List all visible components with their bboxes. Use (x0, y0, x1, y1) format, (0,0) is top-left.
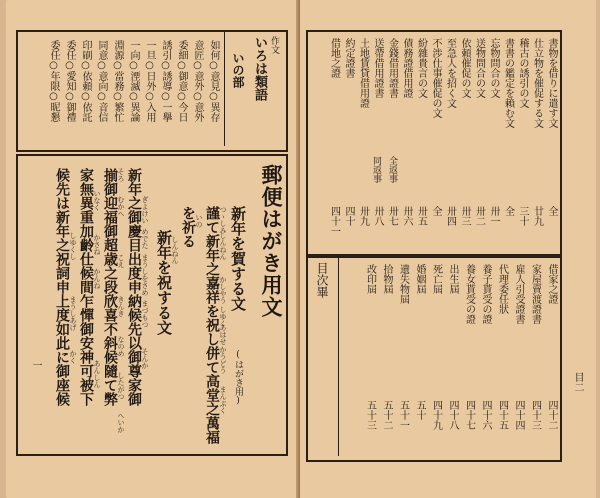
toc-entry-title: 借家之證 (546, 264, 557, 304)
furigana: まうしあげ (69, 296, 77, 331)
toc-entry-page: 卅九 (357, 206, 369, 226)
header-divider (224, 32, 225, 146)
furigana: むかへ (117, 196, 125, 217)
toc-entry-page: 四十八 (447, 400, 458, 430)
toc-end-label: 目次畢 (315, 262, 329, 298)
toc-entry-title: 忘物問合の文 (488, 38, 499, 98)
toc-entry-title: 拾物屆 (381, 264, 392, 294)
toc-entry-title: 婚姻屆 (414, 264, 425, 294)
toc-entry-title: 紛雜貴言の文 (415, 38, 427, 98)
toc-entry-page: 全 (546, 206, 557, 216)
section-title: いの部 (231, 52, 245, 88)
furigana: かうどう (219, 346, 227, 374)
furigana: こえ (117, 254, 125, 268)
toc-entry-page: 卅二 (473, 206, 485, 226)
toc-entry-title: 雇人引受證書 (513, 264, 524, 324)
furigana: そんか (141, 348, 149, 369)
letter-subtitle2: 新年を祝する文 (155, 230, 173, 335)
letter-body2-col4: 候先は新年之祝詞申上度如此に御座候 (54, 168, 70, 406)
iroha-row: 誘引○誘導○一擧 (160, 40, 171, 122)
iroha-row: 委任○年限○昵懇 (48, 40, 59, 122)
toc-entry-page: 四十五 (496, 400, 508, 430)
iroha-row: 意匠○意外○意外 (192, 40, 203, 122)
furigana: かんね (93, 268, 101, 289)
furigana: あはせ (219, 324, 227, 345)
header-label: 作文 (269, 36, 279, 54)
iroha-row: 一旦○日外○入用 (144, 40, 155, 122)
toc-note: 全返事 (387, 156, 397, 183)
furigana: かく (69, 350, 77, 364)
iroha-row: 印刷○依頼○依託 (80, 40, 91, 122)
toc-entry-page: 卅七 (386, 206, 398, 226)
toc-entry-page: 卅三 (459, 206, 470, 226)
toc-entry-page: 四十四 (513, 400, 524, 430)
toc-entry-title: 依頼催促の文 (459, 38, 470, 98)
right-page (300, 0, 596, 498)
header-title: いろは類語 (252, 36, 267, 101)
toc-entry-title: 至急人を招く文 (444, 38, 456, 108)
furigana: したがつ (117, 372, 125, 400)
iroha-row: 如何○意見○異存 (208, 40, 219, 122)
toc-note: 同返事 (371, 156, 381, 183)
toc-entry-title: 送物問合の文 (473, 38, 485, 98)
toc-entry-title: 借地之證 (328, 38, 340, 78)
toc-entry-title: 代理委任狀 (496, 264, 508, 314)
toc-entry-page: 四十九 (430, 400, 442, 430)
toc-entry-title: 約定證書 (343, 38, 354, 78)
furigana: いの (195, 214, 203, 228)
toc-entry-title: 書物を借りに遣す文 (546, 38, 557, 128)
toc-entry-title: 出生屆 (447, 264, 458, 294)
toc-entry-title: 養女貰受の證 (463, 264, 475, 324)
toc-entry-title: 改印屆 (364, 264, 376, 294)
toc-entry-title: 金錢借用證書 (386, 38, 398, 98)
page-number: 目二 (572, 372, 583, 392)
letter-subtitle-note: (はがき用) (233, 350, 243, 406)
furigana: しゆく (219, 306, 227, 327)
furigana: そろ (117, 168, 125, 182)
letter-body2-col2: 揃御迎福御超歳之段欣喜不斜候隨て弊 (102, 168, 118, 406)
letter-title: 郵便はがき用文 (259, 164, 284, 318)
toc-entry-page: 五十 (414, 400, 425, 420)
toc-entry-page: 四十 (343, 206, 354, 226)
furigana: しゆくし (69, 232, 77, 260)
furigana: なのめ (117, 336, 125, 357)
toc-entry-page: 卅八 (372, 206, 383, 226)
toc-entry-page: 卅四 (444, 206, 456, 226)
toc-entry-page: 四十二 (546, 400, 557, 430)
toc-entry-page: 卅五 (415, 206, 427, 226)
letter-body1-col2: を祈る (180, 206, 196, 248)
furigana: へいか (117, 412, 125, 433)
toc-entry-page: 卅六 (401, 206, 412, 226)
toc-entry-page: 四十六 (480, 400, 491, 430)
letter-subtitle: 新年を賀する文 (229, 206, 247, 311)
letter-body2-col1: 新年之御慶目出度申納候先以御尊家御 (126, 168, 142, 406)
furigana: まうしをさめ (141, 254, 149, 296)
toc-entry-title: 送帶借用證書 (372, 38, 383, 98)
furigana: いなく (93, 190, 101, 211)
furigana: しんねん (171, 236, 179, 264)
toc-entry-title: 遺失物屆 (397, 264, 409, 304)
toc-entry-page: 廿九 (531, 206, 543, 226)
toc-entry-page: 全 (502, 206, 514, 216)
furigana: きんき (117, 296, 125, 317)
furigana: まんぷく (219, 386, 227, 414)
toc-entry-title: 家屋賣渡證書 (529, 264, 541, 324)
iroha-row: 一向○湮滅○異論 (128, 40, 139, 122)
iroha-row: 淵源○當務○繁忙 (112, 40, 123, 122)
toc-entry-title: 不渉仕事催促の文 (430, 38, 441, 118)
iroha-row: 同意○意向○音信 (96, 40, 107, 122)
furigana: しんねん (219, 232, 227, 260)
toc-entry-page: 四十一 (328, 206, 340, 236)
toc-entry-title: 死亡屆 (430, 264, 442, 294)
furigana: かさね (93, 234, 101, 255)
toc-entry-title: 稽古の誘引の文 (517, 38, 528, 108)
toc-entry-page: 五十三 (364, 400, 376, 430)
toc-entry-page: 四十三 (529, 400, 541, 430)
toc-entry-page: 五十一 (397, 400, 409, 430)
toc-entry-title: 養子貰受の證 (480, 264, 491, 324)
toc-entry-page: 全 (430, 206, 441, 216)
page-number: 一 (30, 360, 41, 370)
furigana: ぎよけい (141, 196, 149, 224)
iroha-row: 委細○御意○今日 (176, 40, 187, 122)
toc-entry-title: 土地賃貸借用證 (357, 38, 369, 108)
toc-entry-page: 三十 (517, 206, 528, 226)
letter-body2-col3: 家無異重加齡仕候間乍憚御安神可被下 (78, 168, 94, 406)
toc-entry-title: 書書の鑑定を賴む文 (502, 38, 514, 128)
divider-line (338, 258, 339, 456)
furigana: めでた (141, 228, 149, 249)
furigana: あんしん (93, 360, 101, 388)
left-page (6, 0, 300, 498)
toc-entry-page: 五十二 (381, 400, 392, 430)
toc-entry-page: 卅一 (488, 206, 499, 226)
furigana: かしやう (219, 276, 227, 304)
iroha-row: 委任○愛知○御禮 (64, 40, 75, 122)
letter-body1-col1: 謹て新年之嘉祥を祝し併て高堂之萬福 (204, 206, 220, 444)
toc-entry-title: 債務證借用證 (401, 38, 412, 98)
furigana: まづもつ (141, 300, 149, 328)
toc-entry-page: 四十七 (463, 400, 475, 430)
furigana: つゝしみ (219, 206, 227, 234)
toc-entry-title: 仕立物を催促する文 (531, 38, 543, 128)
